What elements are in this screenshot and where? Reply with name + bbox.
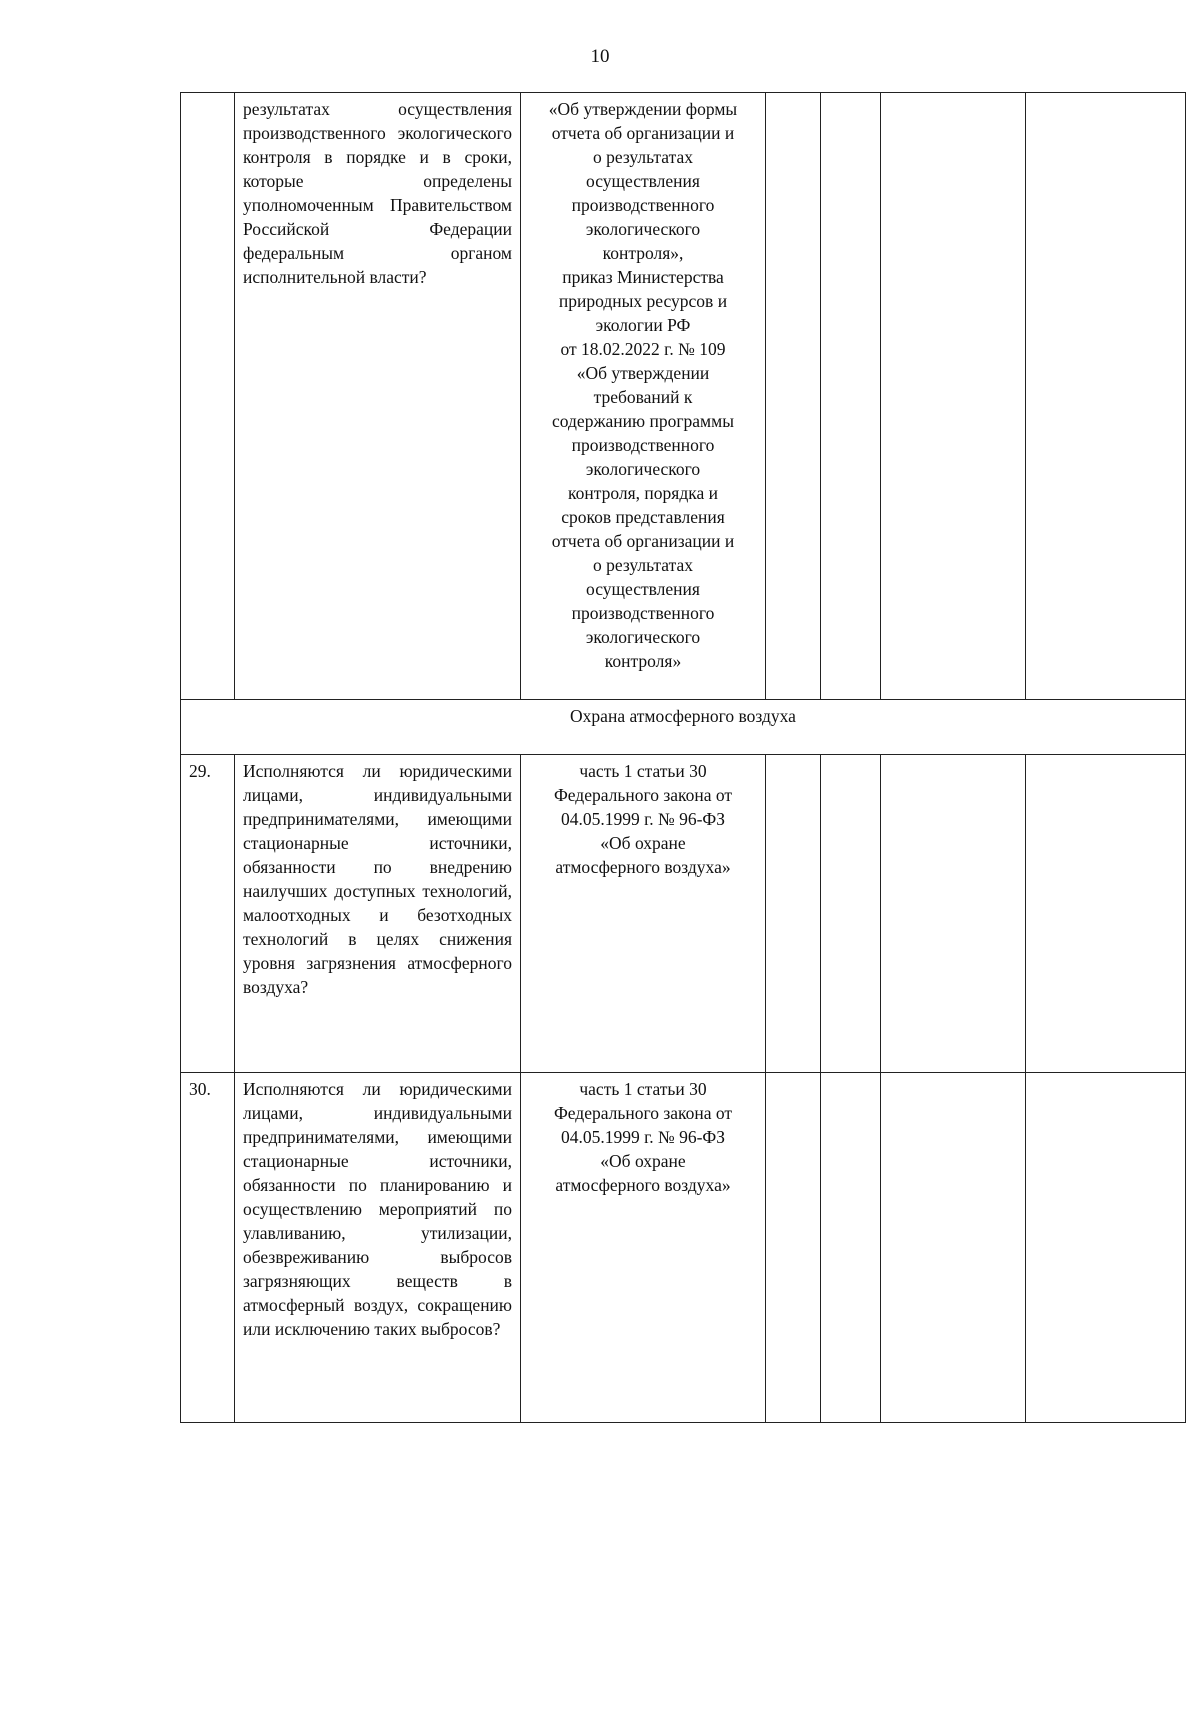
section-title: Охрана атмосферного воздуха [181,700,1186,755]
question-text: Исполняются ли юридическими лицами, индивидуальными предпринимателями, имеющими стационарные источники, обязанности по планированию и осуществлению мероприятий по улавливанию, утилизации, обезвреживанию выбросов загрязняющих веществ в атмосферный воздух, сокращению или исключению таких выбросов? [235,1073,521,1423]
checklist-table [180,92,1186,1423]
section-header-row [181,700,1186,755]
answer-no-cell [821,755,881,1073]
table-row-continued [181,93,1186,700]
note-cell [1026,1073,1186,1423]
note-cell [1026,755,1186,1073]
legal-basis-text: часть 1 статьи 30 Федерального закона от 04.05.1999 г. № 96-ФЗ «Об охране атмосферного воздуха» [521,755,766,1073]
answer-na-cell [881,755,1026,1073]
answer-yes-cell [766,93,821,700]
legal-basis-text: часть 1 статьи 30 Федерального закона от 04.05.1999 г. № 96-ФЗ «Об охране атмосферного воздуха» [521,1073,766,1423]
answer-yes-cell [766,1073,821,1423]
row-number: 30. [181,1073,235,1423]
answer-na-cell [881,93,1026,700]
question-text: результатах осуществления производственного экологического контроля в порядке и в сроки, которые определены уполномоченным Правительством Российской Федерации федеральным органом исполнительной власти? [235,93,521,700]
answer-no-cell [821,93,881,700]
note-cell [1026,93,1186,700]
question-text: Исполняются ли юридическими лицами, индивидуальными предпринимателями, имеющими стационарные источники, обязанности по внедрению наилучших доступных технологий, малоотходных и безотходных технологий в целях снижения уровня загрязнения атмосферного воздуха? [235,755,521,1073]
answer-na-cell [881,1073,1026,1423]
answer-yes-cell [766,755,821,1073]
table-row [181,755,1186,1073]
row-number [181,93,235,700]
legal-basis-text: «Об утверждении формы отчета об организации и о результатах осуществления производственного экологического контроля», приказ Министерства природных ресурсов и экологии РФ от 18.02.2022 г. № 109 «Об утверждении требований к содержанию программы производственного экологического контроля, порядка и сроков представления отчета об организации и о результатах осуществления производственного экологического контроля» [521,93,766,700]
answer-no-cell [821,1073,881,1423]
table-row [181,1073,1186,1423]
page-number: 10 [590,46,610,67]
row-number: 29. [181,755,235,1073]
